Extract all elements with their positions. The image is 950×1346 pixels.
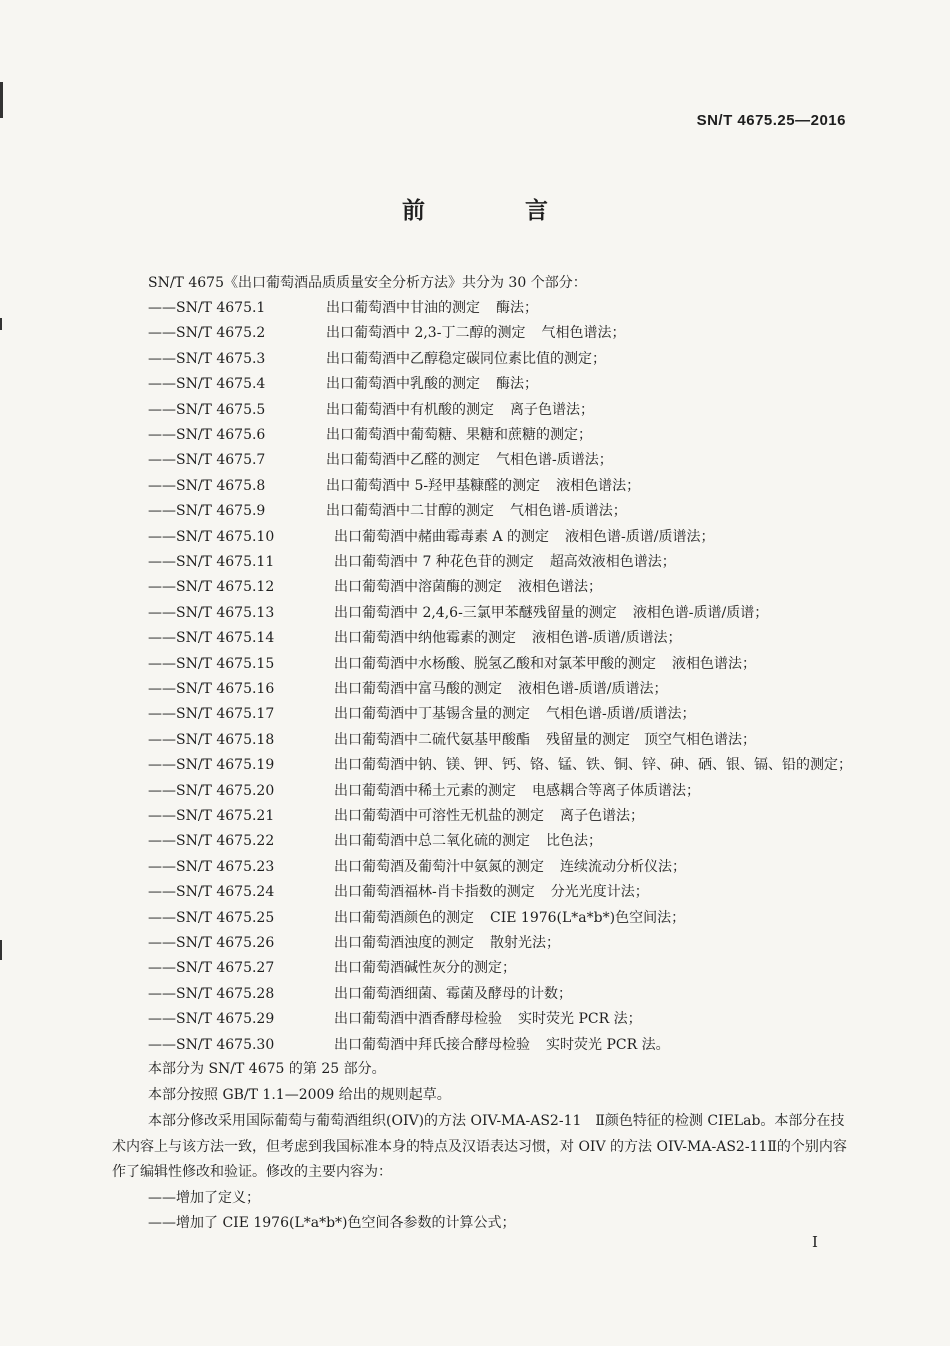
part-code: SN/T 4675.1 — [176, 300, 266, 316]
part-method: CIE 1976(L*a*b*)色空间法； — [490, 909, 686, 926]
part-list-item — [148, 984, 572, 1004]
part-name: 出口葡萄酒中纳他霉素的测定 — [334, 630, 516, 647]
list-dash: —— — [148, 503, 176, 520]
list-dash: —— — [148, 401, 176, 418]
part-code: SN/T 4675.27 — [176, 960, 275, 977]
list-dash: —— — [148, 884, 176, 901]
part-code: SN/T 4675.24 — [176, 884, 275, 901]
part-name: 出口葡萄酒中 7 种花色苷的测定 — [334, 554, 534, 570]
part-method: 酶法； — [496, 376, 538, 393]
part-method: 气相色谱-质谱法； — [510, 503, 627, 520]
part-method: 液相色谱法； — [518, 579, 602, 596]
part-code: SN/T 4675.3 — [176, 350, 266, 367]
part-code: SN/T 4675.19 — [176, 757, 275, 774]
part-code: SN/T 4675.12 — [176, 579, 275, 596]
part-name: 出口葡萄酒中可溶性无机盐的测定 — [334, 808, 544, 824]
list-dash: —— — [148, 630, 176, 647]
part-list-item — [148, 298, 538, 318]
part-code: SN/T 4675.7 — [176, 452, 266, 469]
list-dash: —— — [148, 604, 176, 621]
part-code: SN/T 4675.28 — [176, 985, 275, 1002]
standard-code: SN/T 4675.25—2016 — [696, 112, 846, 129]
part-list-item — [148, 527, 714, 547]
part-method: 实时荧光 PCR 法； — [518, 1011, 642, 1028]
part-method: 液相色谱-质谱/质谱； — [632, 604, 769, 621]
part-method: 液相色谱-质谱/质谱法； — [518, 681, 668, 697]
list-dash: —— — [148, 554, 176, 570]
part-name: 出口葡萄酒中富马酸的测定 — [334, 681, 502, 697]
list-dash: —— — [148, 757, 176, 774]
part-list-item — [148, 882, 649, 902]
part-code: SN/T 4675.18 — [176, 731, 275, 748]
scan-edge-mark — [0, 82, 3, 118]
part-code: SN/T 4675.13 — [176, 604, 275, 621]
scan-edge-mark — [0, 318, 2, 330]
part-list-item — [148, 857, 686, 877]
part-list-item — [148, 349, 606, 369]
intro-line: SN/T 4675《出口葡萄酒品质质量安全分析方法》共分为 30 个部分： — [148, 275, 587, 291]
list-dash: —— — [148, 935, 176, 951]
change-item: ——增加了定义； — [148, 1190, 260, 1206]
list-dash: —— — [148, 808, 176, 824]
list-dash: —— — [148, 960, 176, 977]
part-name: 出口葡萄酒中葡萄糖、果糖和蔗糖的测定； — [326, 427, 592, 443]
part-name: 出口葡萄酒中二硫代氨基甲酸酯 — [334, 731, 530, 748]
part-method: 电感耦合等离子体质谱法； — [532, 782, 700, 799]
part-name: 出口葡萄酒中 2,4,6-三氯甲苯醚残留量的测定 — [334, 604, 617, 621]
part-list-item — [148, 476, 640, 496]
part-method: 气相色谱-质谱/质谱法； — [546, 706, 696, 723]
part-name: 出口葡萄酒中二甘醇的测定 — [326, 503, 494, 520]
part-code: SN/T 4675.26 — [176, 935, 275, 951]
part-method: 散射光法； — [490, 935, 560, 951]
part-method: 比色法； — [546, 833, 602, 850]
part-code: SN/T 4675.2 — [176, 325, 266, 342]
part-list-item — [148, 704, 695, 724]
part-code: SN/T 4675.17 — [176, 706, 275, 723]
part-code: SN/T 4675.6 — [176, 427, 266, 443]
list-dash: —— — [148, 731, 176, 748]
list-dash: —— — [148, 833, 176, 850]
part-code: SN/T 4675.15 — [176, 655, 275, 672]
part-method: 离子色谱法； — [560, 808, 644, 824]
part-code: SN/T 4675.14 — [176, 630, 275, 647]
part-method: 气相色谱法； — [541, 325, 626, 342]
part-code: SN/T 4675.25 — [176, 909, 275, 926]
part-method: 液相色谱-质谱/质谱法； — [565, 528, 715, 545]
list-dash: —— — [148, 452, 176, 469]
part-name: 出口葡萄酒颜色的测定 — [334, 909, 474, 926]
list-dash: —— — [148, 985, 176, 1002]
part-method: 超高效液相色谱法； — [549, 554, 676, 570]
list-dash: —— — [148, 477, 176, 494]
list-dash: —— — [148, 325, 176, 342]
part-list-item — [148, 603, 768, 623]
part-list-item — [148, 1009, 642, 1029]
part-code: SN/T 4675.16 — [176, 681, 275, 697]
part-list-item — [148, 577, 602, 597]
part-name: 出口葡萄酒中乙醇稳定碳同位素比值的测定； — [326, 350, 606, 367]
part-list-item — [148, 933, 560, 953]
part-code: SN/T 4675.9 — [176, 503, 266, 520]
part-method: 连续流动分析仪法； — [560, 858, 686, 875]
part-method: 实时荧光 PCR 法。 — [546, 1036, 670, 1053]
part-name: 出口葡萄酒中 5-羟甲基糠醛的测定 — [326, 477, 541, 494]
list-dash: —— — [148, 427, 176, 443]
part-name: 出口葡萄酒中赭曲霉毒素 A 的测定 — [334, 528, 550, 545]
part-code: SN/T 4675.21 — [176, 808, 275, 824]
part-list-item — [148, 1035, 670, 1055]
part-code: SN/T 4675.30 — [176, 1036, 275, 1053]
list-dash: —— — [148, 858, 176, 875]
part-list-item — [148, 501, 627, 521]
part-name: 出口葡萄酒中水杨酸、脱氢乙酸和对氯苯甲酸的测定 — [334, 655, 656, 672]
page-number: I — [812, 1233, 818, 1251]
part-name: 出口葡萄酒中钠、镁、钾、钙、铬、锰、铁、铜、锌、砷、硒、银、镉、铅的测定； — [334, 757, 852, 774]
part-list-item — [148, 781, 700, 801]
part-name: 出口葡萄酒细菌、霉菌及酵母的计数； — [334, 985, 572, 1002]
part-method: 残留量的测定 顶空气相色谱法； — [546, 731, 756, 748]
part-list-item — [148, 679, 667, 699]
part-method: 液相色谱法； — [672, 655, 756, 672]
list-dash: —— — [148, 681, 176, 697]
part-name: 出口葡萄酒中甘油的测定 — [326, 300, 480, 316]
part-name: 出口葡萄酒中丁基锡含量的测定 — [334, 706, 530, 723]
part-list-item — [148, 831, 602, 851]
para-rules: 本部分按照 GB/T 1.1—2009 给出的规则起草。 — [148, 1087, 451, 1103]
part-method: 气相色谱-质谱法； — [496, 452, 613, 469]
part-code: SN/T 4675.23 — [176, 858, 275, 875]
list-dash: —— — [148, 782, 176, 799]
change-item: ——增加了 CIE 1976(L*a*b*)色空间各参数的计算公式； — [148, 1215, 516, 1231]
part-method: 液相色谱-质谱/质谱法； — [532, 630, 682, 647]
part-name: 出口葡萄酒中稀土元素的测定 — [334, 782, 516, 799]
part-list-item — [148, 628, 681, 648]
list-dash: —— — [148, 706, 176, 723]
part-list-item — [148, 425, 592, 445]
para-part: 本部分为 SN/T 4675 的第 25 部分。 — [148, 1061, 386, 1077]
page-title: 前 言 — [401, 198, 594, 224]
list-dash: —— — [148, 350, 176, 367]
part-list-item — [148, 958, 516, 978]
list-dash: —— — [148, 1036, 176, 1053]
part-list-item — [148, 552, 676, 572]
part-name: 出口葡萄酒浊度的测定 — [334, 935, 474, 951]
part-name: 出口葡萄酒福林-肖卡指数的测定 — [334, 884, 535, 901]
scan-edge-mark — [0, 940, 2, 960]
part-code: SN/T 4675.29 — [176, 1011, 275, 1028]
part-name: 出口葡萄酒中乙醛的测定 — [326, 452, 480, 469]
part-method: 离子色谱法； — [510, 401, 594, 418]
part-list-item — [148, 323, 625, 343]
part-name: 出口葡萄酒中 2,3-丁二醇的测定 — [326, 325, 526, 342]
list-dash: —— — [148, 376, 176, 393]
part-name: 出口葡萄酒中酒香酵母检验 — [334, 1011, 502, 1028]
part-name: 出口葡萄酒及葡萄汁中氨氮的测定 — [334, 858, 544, 875]
part-list-item — [148, 450, 613, 470]
part-code: SN/T 4675.8 — [176, 477, 266, 494]
part-code: SN/T 4675.11 — [176, 554, 275, 570]
part-method: 分光光度计法； — [550, 884, 649, 901]
part-list-item — [148, 806, 644, 826]
part-method: 液相色谱法； — [556, 477, 641, 494]
part-code: SN/T 4675.22 — [176, 833, 275, 850]
part-name: 出口葡萄酒中拜氏接合酵母检验 — [334, 1036, 530, 1053]
list-dash: —— — [148, 300, 176, 316]
part-code: SN/T 4675.4 — [176, 376, 266, 393]
part-name: 出口葡萄酒中乳酸的测定 — [326, 376, 480, 393]
part-list-item — [148, 400, 594, 420]
para-modify: 本部分修改采用国际葡萄与葡萄酒组织(OIV)的方法 OIV-MA-AS2-11 Ⅱ颜色特征的检测 CIELab。本部分在技术内容上与该方法一致，但考虑到我国标准本身的特点及汉语表达习惯，对 OIV 的方法 OIV-MA-AS2-11Ⅱ的个别内容作了编辑性修改和验证。修改的主要内容为： — [112, 1113, 847, 1180]
part-code: SN/T 4675.10 — [176, 528, 275, 545]
part-name: 出口葡萄酒中有机酸的测定 — [326, 401, 494, 418]
part-code: SN/T 4675.20 — [176, 782, 275, 799]
part-list-item — [148, 755, 852, 775]
part-code: SN/T 4675.5 — [176, 401, 266, 418]
part-list-item — [148, 730, 756, 750]
part-method: 酶法； — [496, 300, 538, 316]
list-dash: —— — [148, 909, 176, 926]
list-dash: —— — [148, 655, 176, 672]
list-dash: —— — [148, 579, 176, 596]
part-list-item — [148, 654, 756, 674]
list-dash: —— — [148, 1011, 176, 1028]
part-name: 出口葡萄酒碱性灰分的测定； — [334, 960, 516, 977]
part-name: 出口葡萄酒中溶菌酶的测定 — [334, 579, 502, 596]
list-dash: —— — [148, 528, 176, 545]
part-list-item — [148, 374, 538, 394]
part-name: 出口葡萄酒中总二氧化硫的测定 — [334, 833, 530, 850]
part-list-item — [148, 908, 685, 928]
